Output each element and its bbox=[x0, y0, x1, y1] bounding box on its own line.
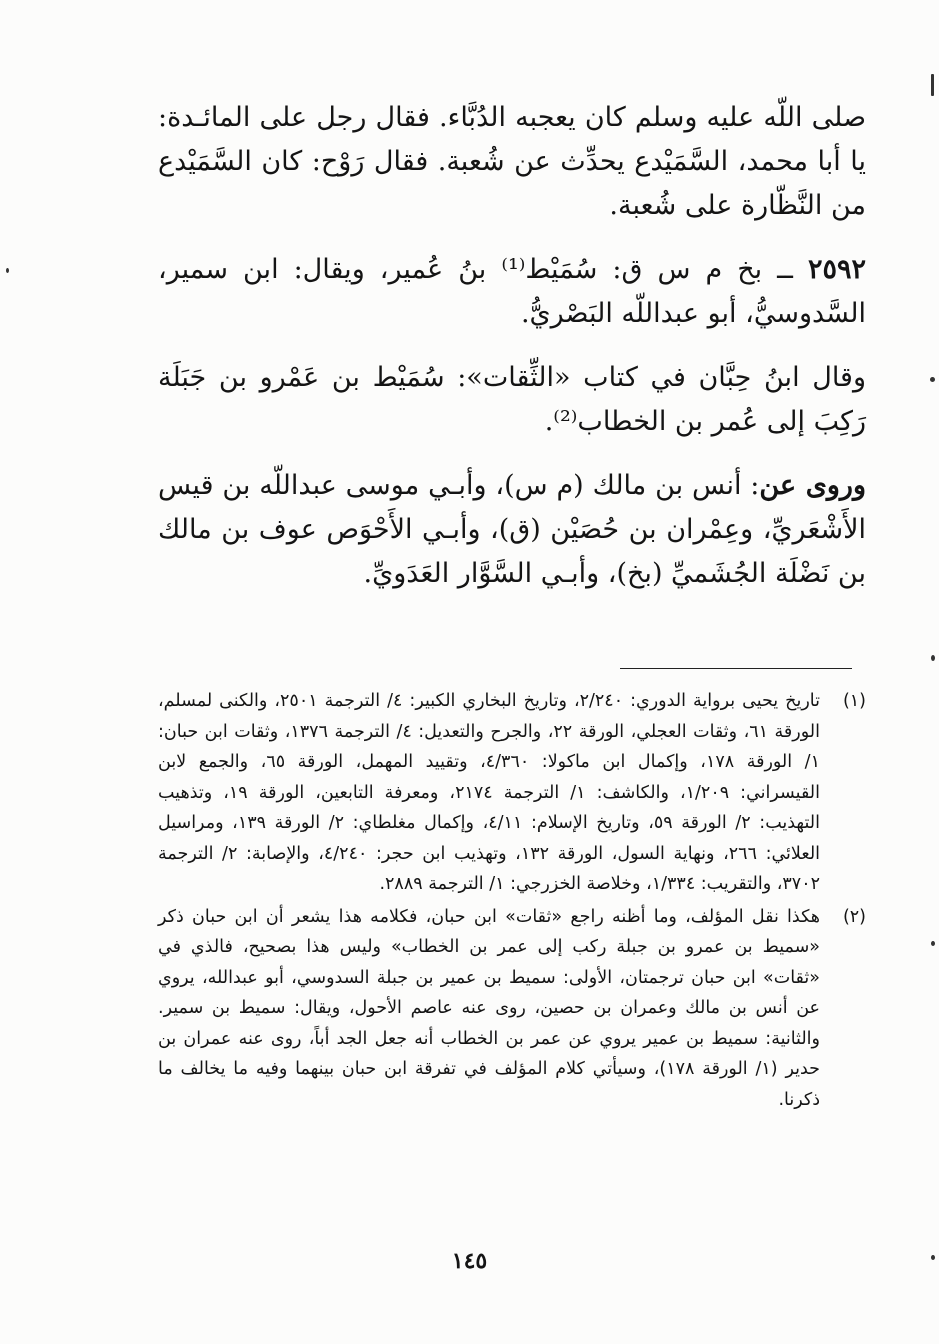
entry-number: ٢٥٩٢ bbox=[807, 254, 866, 285]
paragraph-ibn-hibban: وقال ابنُ حِبَّان في كتاب «الثِّقات»: سُمَيْط بن عَمْرو بن جَبَلَة رَكِبَ إلى عُمر بن الخطاب⁽²⁾. bbox=[158, 362, 866, 437]
paragraph-entry-heading bbox=[158, 248, 866, 336]
scan-mark bbox=[931, 74, 934, 96]
footnote-text: تاريخ يحيى برواية الدوري: ٢/٢٤٠، وتاريخ البخاري الكبير: ٤/ الترجمة ٢٥٠١، والكنى لمسلم، الورقة ٦١، وثقات العجلي، الورقة ٢٢، والجرح والتعديل: ٤/ الترجمة ١٣٧٦، وثقات ابن حبان: ١/ الورقة ١٧٨، وإكمال ابن ماكولا: ٤/٣٦٠، وتقييد المهمل، الورقة ٦٥، والجمع لابن القيسراني: ١/٢٠٩، والكاشف: ١/ الترجمة ٢١٧٤، ومعرفة التابعين، الورقة ١٩، وتذهيب التهذيب: ٢/ الورقة ٥٩، وتاريخ الإسلام: ٤/١١، وإكمال مغلطاي: ٢/ الورقة ١٣٩، ومراسيل العلائي: ٢٦٦، ونهاية السول، الورقة ١٣٢، وتهذيب ابن حجر: ٤/٢٤٠، والإصابة: ٢/ الترجمة ٣٧٠٢، والتقريب: ١/٣٣٤، وخلاصة الخزرجي: ١/ الترجمة ٢٨٨٩. bbox=[158, 691, 821, 894]
main-text bbox=[158, 96, 866, 596]
footnote-number: (١) bbox=[842, 691, 866, 711]
footnote-text: هكذا نقل المؤلف، وما أظنه راجع «ثقات» ابن حبان، فكلامه هذا يشعر أن ابن حبان ذكر «سميط بن عمرو بن جبلة ركب إلى عمر بن الخطاب» وليس هذا بصحيح، فالذي في «ثقات» ابن حبان ترجمتان، الأولى: سميط بن عمير بن جبلة السدوسي، أبو عبدالله، يروي عن أنس بن مالك وعمران بن حصين، روى عنه عاصم الأحول، ويقال: سميط بن سمير. والثانية: سميط بن عمير يروي عن عمر بن الخطاب أنه جعل الجد أباً، روى عنه عمران بن حدير (١/ الورقة ١٧٨)، وسيأتي كلام المؤلف في تفرقة ابن حبان بينهما وفيه ما يخالف ما ذكرنا. bbox=[158, 906, 820, 1110]
footnotes bbox=[158, 686, 866, 1115]
page-number: ١٤٥ bbox=[451, 1248, 488, 1274]
scan-mark bbox=[931, 1255, 935, 1260]
footnote-2 bbox=[158, 902, 866, 1116]
entry-heading-text: ــ بخ م س ق: سُمَيْط⁽¹⁾ بنُ عُمير، ويقال: ابن سمير، السَّدوسيُّ، أبو عبداللّه البَصْريُّ. bbox=[158, 254, 866, 329]
narrated-from-text: : أنس بن مالك (م س)، وأبـي موسى عبداللّه بن قيس الأَشْعَريِّ، وعِمْران بن حُصَيْن (ق)، وأبـي الأَحْوَص عوف بن مالك بن نَضْلَة الجُشَميِّ (بخ)، وأبـي السَّوَّار العَدَويِّ. bbox=[158, 470, 866, 589]
footnote-number: (٢) bbox=[842, 906, 866, 927]
scan-mark bbox=[931, 655, 935, 661]
paragraph-continuation: صلى اللّه عليه وسلم كان يعجبه الدُبَّاء. فقال رجل على المائـدة: يا أبا محمد، السَّمَيْدع يحدِّث عن شُعبة. فقال رَوْح: كان السَّمَيْدع من النَّظّارة على شُعبة. bbox=[158, 102, 866, 221]
scan-mark bbox=[931, 941, 935, 946]
footnote-separator bbox=[620, 668, 852, 669]
scan-mark bbox=[6, 268, 9, 273]
scan-mark bbox=[930, 377, 935, 382]
footnote-1 bbox=[158, 686, 866, 900]
narrated-from-label: وروى عن bbox=[759, 470, 867, 501]
paragraph-narrated-from bbox=[158, 464, 866, 596]
